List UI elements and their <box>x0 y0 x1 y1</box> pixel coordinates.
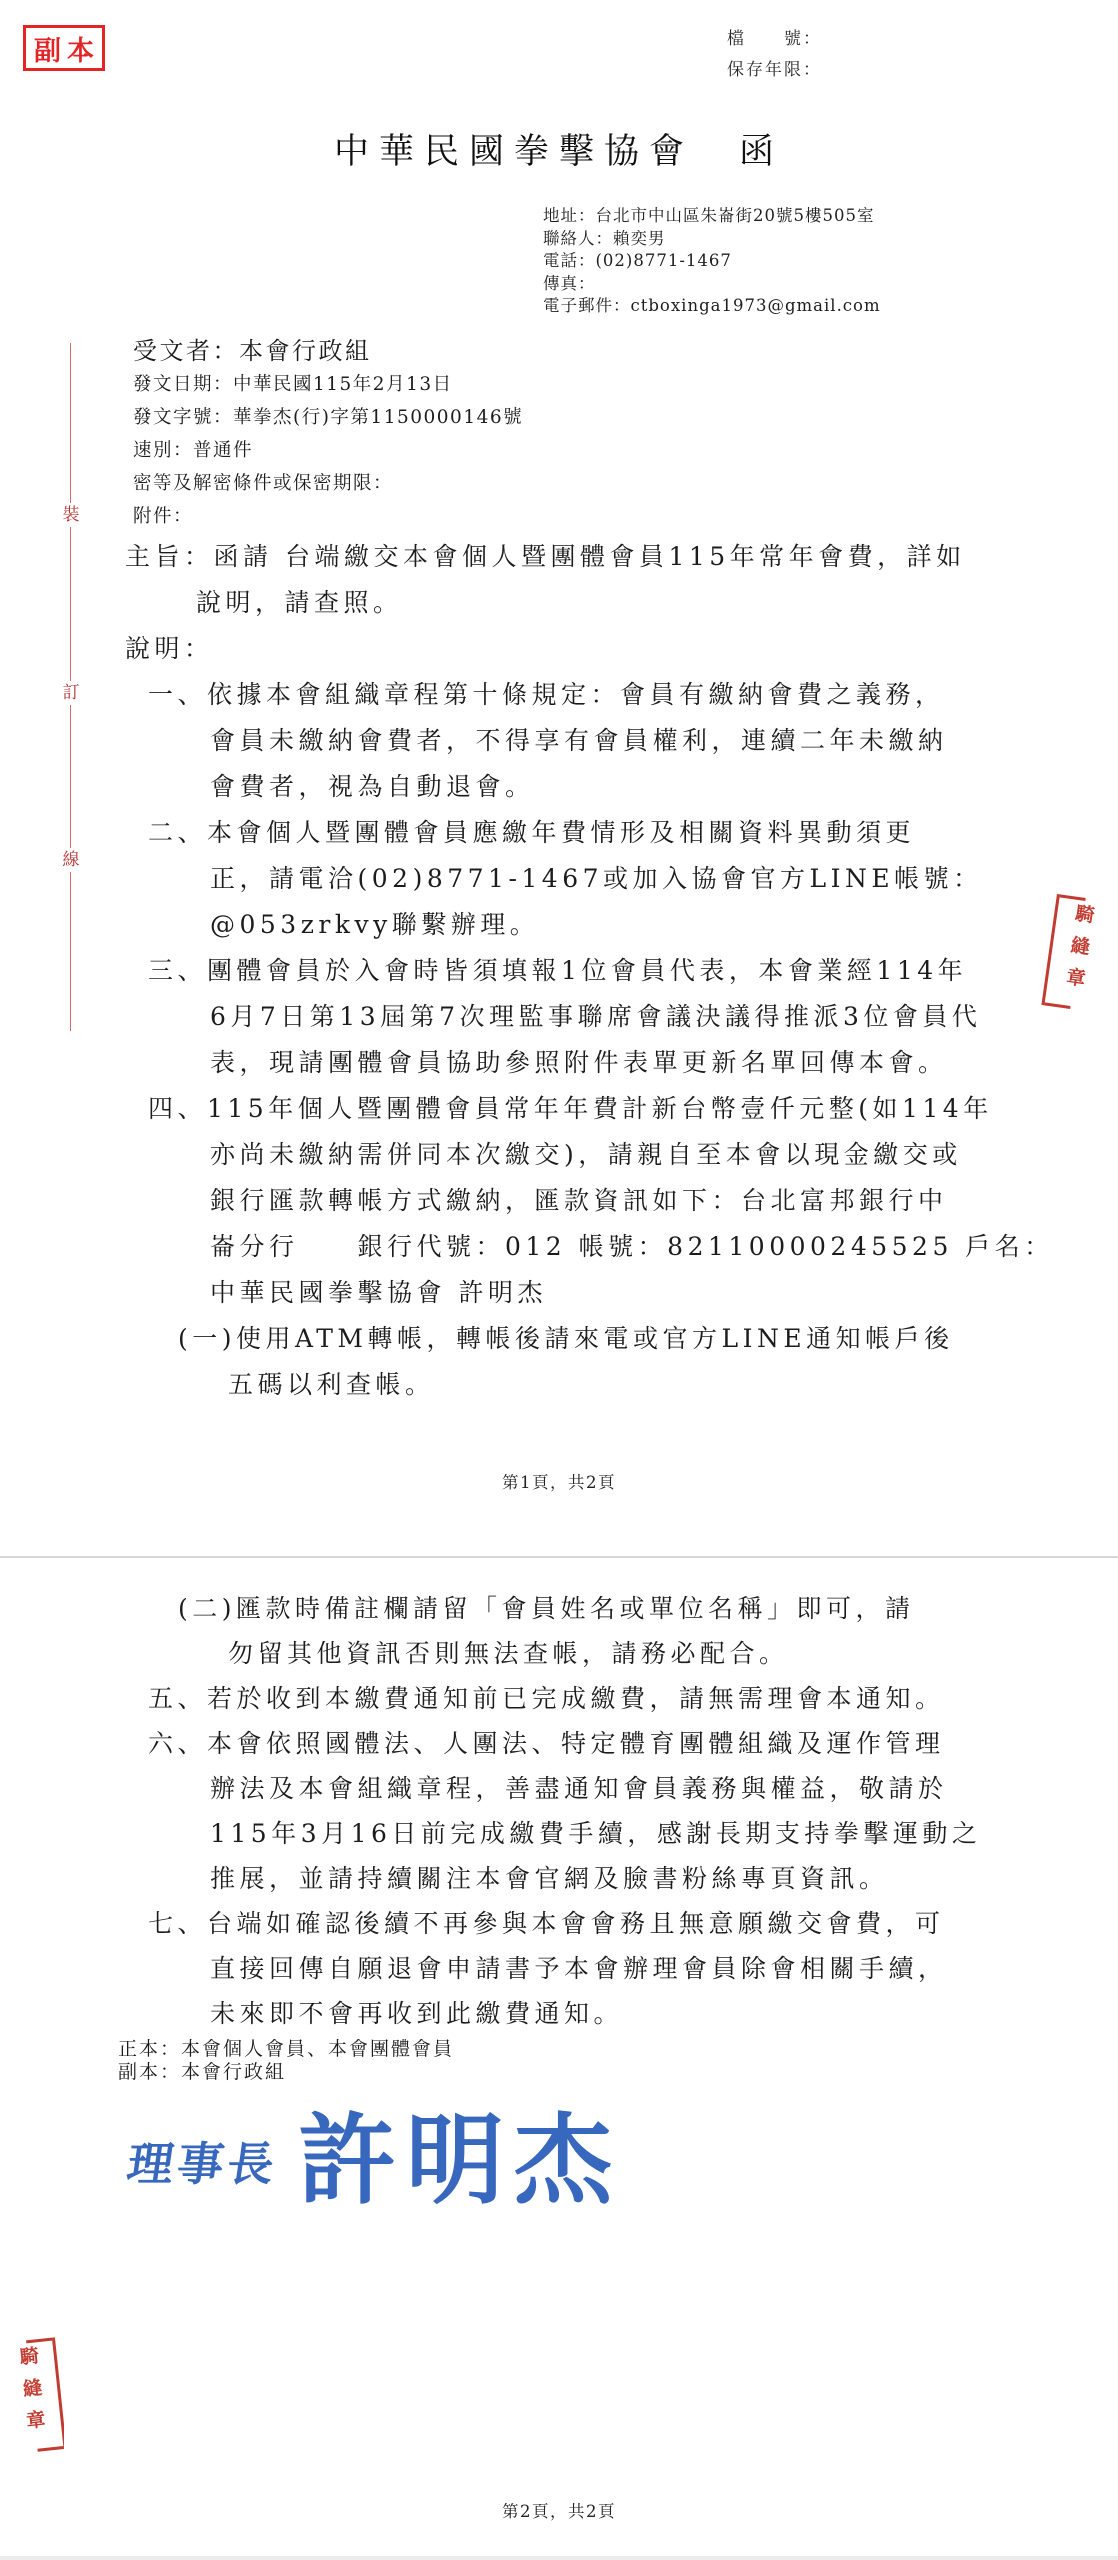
contact-address: 地址：台北市中山區朱崙街20號5樓505室 <box>543 206 875 225</box>
binding-mark-zhuang: 裝 <box>60 503 82 527</box>
body-text-line: 會員未繳納會費者，不得享有會員權利，連續二年未繳納 <box>210 726 948 755</box>
seam-stamp-bracket <box>37 2446 63 2452</box>
list-line: 發文字號：華拳杰(行)字第1150000146號 <box>133 407 524 428</box>
page-bottom-edge <box>0 2556 1118 2560</box>
body-text-line: 推展，並請持續關注本會官網及臉書粉絲專頁資訊。 <box>210 1864 889 1893</box>
page1-body <box>0 534 1118 1408</box>
body-text-line: 主旨：函請 台端繳交本會個人暨團體會員115年常年會費，詳如 <box>125 542 966 571</box>
seam-stamp-text: 騎縫章 <box>15 2345 48 2443</box>
body-text-line: (二)匯款時備註欄請留「會員姓名或單位名稱」即可，請 <box>178 1594 915 1623</box>
body-text-line: 說明： <box>125 634 214 663</box>
body-text-line: 中華民國拳擊協會 許明杰 <box>210 1278 547 1307</box>
body-text-line: 說明，請查照。 <box>196 588 403 617</box>
body-text-line: 五、若於收到本繳費通知前已完成繳費，請無需理會本通知。 <box>148 1684 945 1713</box>
page-separator <box>0 1556 1118 1558</box>
list-line: 正本：本會個人會員、本會團體會員 <box>118 2038 455 2060</box>
body-text-line: 四、115年個人暨團體會員常年年費計新台幣壹仟元整(如114年 <box>148 1094 993 1123</box>
body-text-line: 三、團體會員於入會時皆須填報1位會員代表，本會業經114年 <box>148 956 968 985</box>
file-number-block <box>727 24 822 86</box>
contact-email: 電子郵件：ctboxinga1973@gmail.com <box>543 296 881 315</box>
body-text-line: 勿留其他資訊否則無法查帳，請務必配合。 <box>228 1639 789 1668</box>
body-text-line: 七、台端如確認後續不再參與本會會務且無意願繳交會費，可 <box>148 1909 945 1938</box>
body-text-line: 辦法及本會組織章程，善盡通知會員義務與權益，敬請於 <box>210 1774 948 1803</box>
body-text-line: 表，現請團體會員協助參照附件表單更新名單回傳本會。 <box>210 1048 948 1077</box>
seam-stamp-bracket <box>26 2338 52 2344</box>
body-text-line: 未來即不會再收到此繳費通知。 <box>210 1999 624 2028</box>
contact-block <box>543 205 881 318</box>
body-text-line: 崙分行 銀行代號：012 帳號：82110000245525 戶名： <box>210 1232 1054 1261</box>
body-text-line: @053zrkvy聯繫辦理。 <box>210 910 540 939</box>
binding-mark-ding: 訂 <box>60 681 82 705</box>
body-text-line: 一、依據本會組織章程第十條規定：會員有繳納會費之義務， <box>148 680 945 709</box>
body-text-line: 正，請電洽(02)8771-1467或加入協會官方LINE帳號： <box>210 864 983 893</box>
list-line: 密等及解密條件或保密期限： <box>133 473 394 494</box>
list-line: 副本：本會行政組 <box>118 2061 287 2083</box>
seam-stamp-page2-clip <box>0 2330 64 2472</box>
body-text-line: 二、本會個人暨團體會員應繳年費情形及相關資料異動須更 <box>148 818 916 847</box>
list-line: 附件： <box>133 506 194 527</box>
chairman-signature <box>123 2103 623 2218</box>
body-text-line: 115年3月16日前完成繳費手續，感謝長期支持拳擊運動之 <box>210 1819 982 1848</box>
file-number-label: 檔 號： <box>727 29 822 49</box>
body-text-line: 會費者，視為自動退會。 <box>210 772 535 801</box>
page1-footer: 第1頁，共2頁 <box>502 1473 616 1492</box>
recipient-line: 受文者：本會行政組 <box>133 337 372 365</box>
document-title: 中華民國拳擊協會 函 <box>333 132 784 172</box>
seam-stamp-text: 騎縫章 <box>1060 902 1096 1001</box>
copy-stamp-box <box>23 25 105 71</box>
signature-name: 許明杰 <box>298 2103 623 2218</box>
contact-person: 聯絡人：賴奕男 <box>543 228 666 248</box>
contact-phone: 電話：(02)8771-1467 <box>543 251 732 270</box>
copies-block <box>118 2038 454 2084</box>
signature-title: 理事長 <box>123 2137 282 2191</box>
binding-mark-xian: 線 <box>60 848 82 872</box>
body-text-line: (一)使用ATM轉帳，轉帳後請來電或官方LINE通知帳戶後 <box>178 1324 954 1353</box>
list-line: 速別：普通件 <box>133 440 254 461</box>
copy-stamp-label: 副本 <box>34 35 100 67</box>
contact-fax: 傳真： <box>543 273 596 293</box>
body-text-line: 6月7日第13屆第7次理監事聯席會議決議得推派3位會員代 <box>210 1002 982 1031</box>
list-line: 發文日期：中華民國115年2月13日 <box>133 374 453 395</box>
body-text-line: 直接回傳自願退會申請書予本會辦理會員除會相關手續， <box>210 1954 948 1983</box>
seam-stamp-page2 <box>0 2337 64 2458</box>
body-text-line: 亦尚未繳納需併同本次繳交)，請親自至本會以現金繳交或 <box>210 1140 962 1169</box>
page2-footer: 第2頁，共2頁 <box>502 2502 616 2521</box>
body-text-line: 六、本會依照國體法、人團法、特定體育團體組織及運作管理 <box>148 1729 945 1758</box>
retention-label: 保存年限： <box>727 60 822 80</box>
page2-body <box>0 1586 1118 2036</box>
meta-block <box>133 368 523 533</box>
body-text-line: 銀行匯款轉帳方式繳納，匯款資訊如下：台北富邦銀行中 <box>210 1186 948 1215</box>
body-text-line: 五碼以利查帳。 <box>228 1370 435 1399</box>
